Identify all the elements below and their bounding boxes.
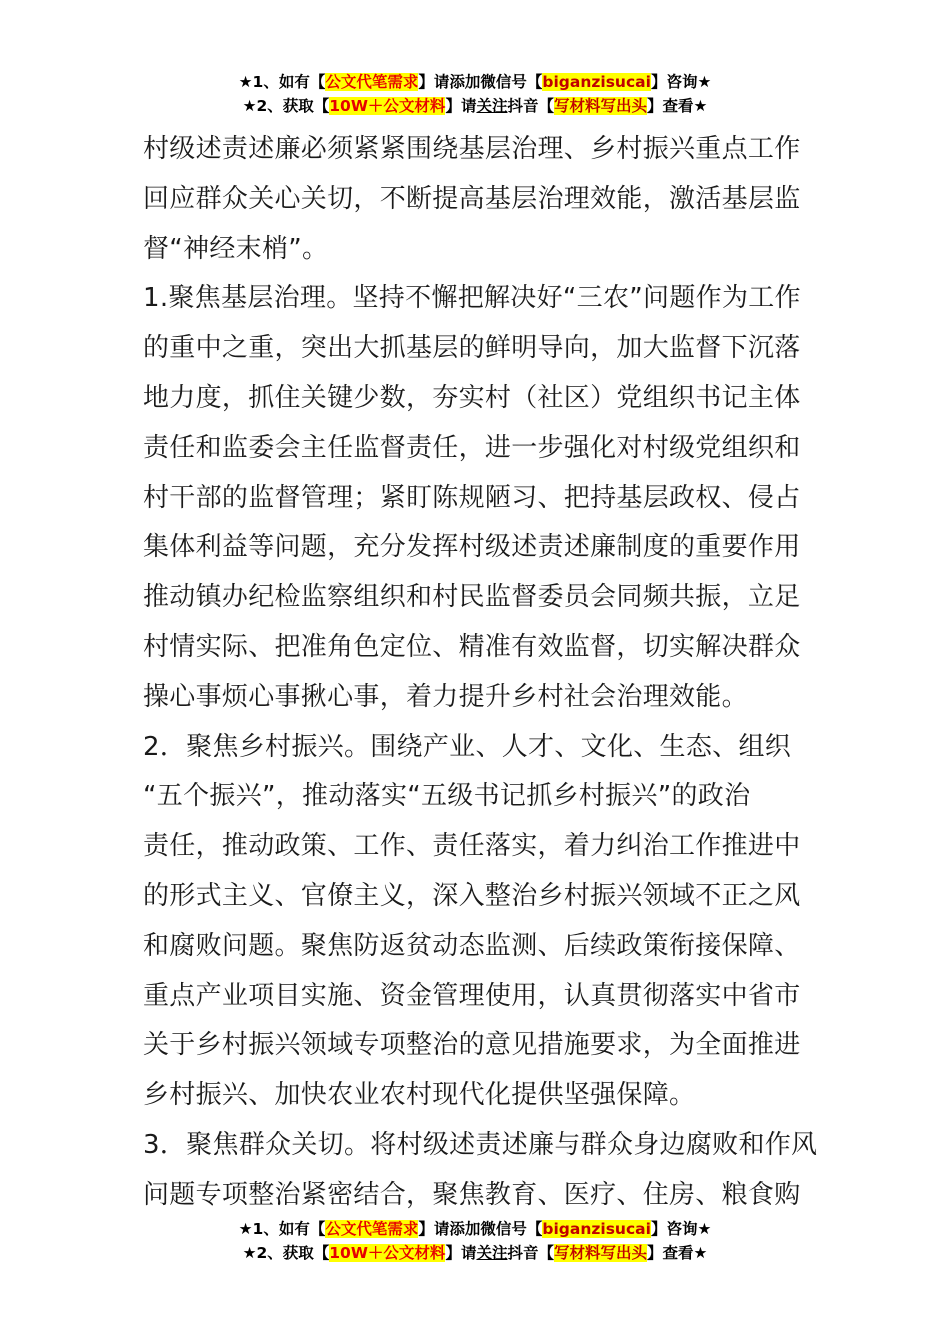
bottom-promo-banner bbox=[0, 1217, 950, 1265]
section-1-paragraph: 1.聚焦基层治理。坚持不懈把解决好“三农”问题作为工作 的重中之重，突出大抓基层的鲜明导向，加大监督下沉落 地力度，抓住关键少数，夯实村（社区）党组织书记主体 责任和监委会主任监督责任，进一步强化对村级党组织和 村干部的监督管理；紧盯陈规陋习、把持基层政权、侵占 集体利益等问题，充分发挥村级述责述廉制度的重要作用 推动镇办纪检监察组织和村民监督委员会同频共振，立足 村情实际、把准角色定位、精准有效监督，切实解决群众 操心事烦心事揪心事，着力提升乡村社会治理效能。 bbox=[143, 283, 801, 712]
banner-line-2: ★2、获取【10W＋公文材料】请关注抖音【写材料写出头】查看★ bbox=[242, 97, 708, 115]
banner-line-1: ★1、如有【公文代笔需求】请添加微信号【biganzisucai】咨询★ bbox=[238, 1220, 712, 1238]
highlight-wechat-id: biganzisucai bbox=[542, 73, 651, 91]
underlined-follow: 关注 bbox=[476, 97, 508, 115]
intro-paragraph: 村级述责述廉必须紧紧围绕基层治理、乡村振兴重点工作 回应群众关心关切，不断提高基层治理效能，激活基层监 督“神经末梢”。 bbox=[143, 134, 801, 264]
highlight-wechat-id: biganzisucai bbox=[542, 1220, 651, 1238]
banner-line-2: ★2、获取【10W＋公文材料】请关注抖音【写材料写出头】查看★ bbox=[242, 1244, 708, 1262]
section-2-paragraph: 2．聚焦乡村振兴。围绕产业、人才、文化、生态、组织 “五个振兴”，推动落实“五级书记抓乡村振兴”的政治 责任，推动政策、工作、责任落实，着力纠治工作推进中 的形式主义、官僚主义，深入整治乡村振兴领域不正之风 和腐败问题。聚焦防返贫动态监测、后续政策衔接保障、 重点产业项目实施、资金管理使用，认真贯彻落实中省市 关于乡村振兴领域专项整治的意见措施要求，为全面推进 乡村振兴、加快农业农村现代化提供坚强保障。 bbox=[143, 731, 801, 1111]
highlight-materials: 10W＋公文材料 bbox=[329, 97, 446, 115]
highlight-service: 公文代笔需求 bbox=[325, 73, 419, 91]
highlight-douyin-account: 写材料写出头 bbox=[553, 97, 647, 115]
section-3-paragraph: 3．聚焦群众关切。将村级述责述廉与群众身边腐败和作风 问题专项整治紧密结合，聚焦教育、医疗、住房、粮食购 bbox=[143, 1129, 818, 1210]
highlight-douyin-account: 写材料写出头 bbox=[553, 1244, 647, 1262]
document-body bbox=[143, 125, 818, 1221]
highlight-service: 公文代笔需求 bbox=[325, 1220, 419, 1238]
banner-line-1: ★1、如有【公文代笔需求】请添加微信号【biganzisucai】咨询★ bbox=[238, 73, 712, 91]
underlined-follow: 关注 bbox=[476, 1244, 508, 1262]
top-promo-banner bbox=[0, 70, 950, 118]
highlight-materials: 10W＋公文材料 bbox=[329, 1244, 446, 1262]
